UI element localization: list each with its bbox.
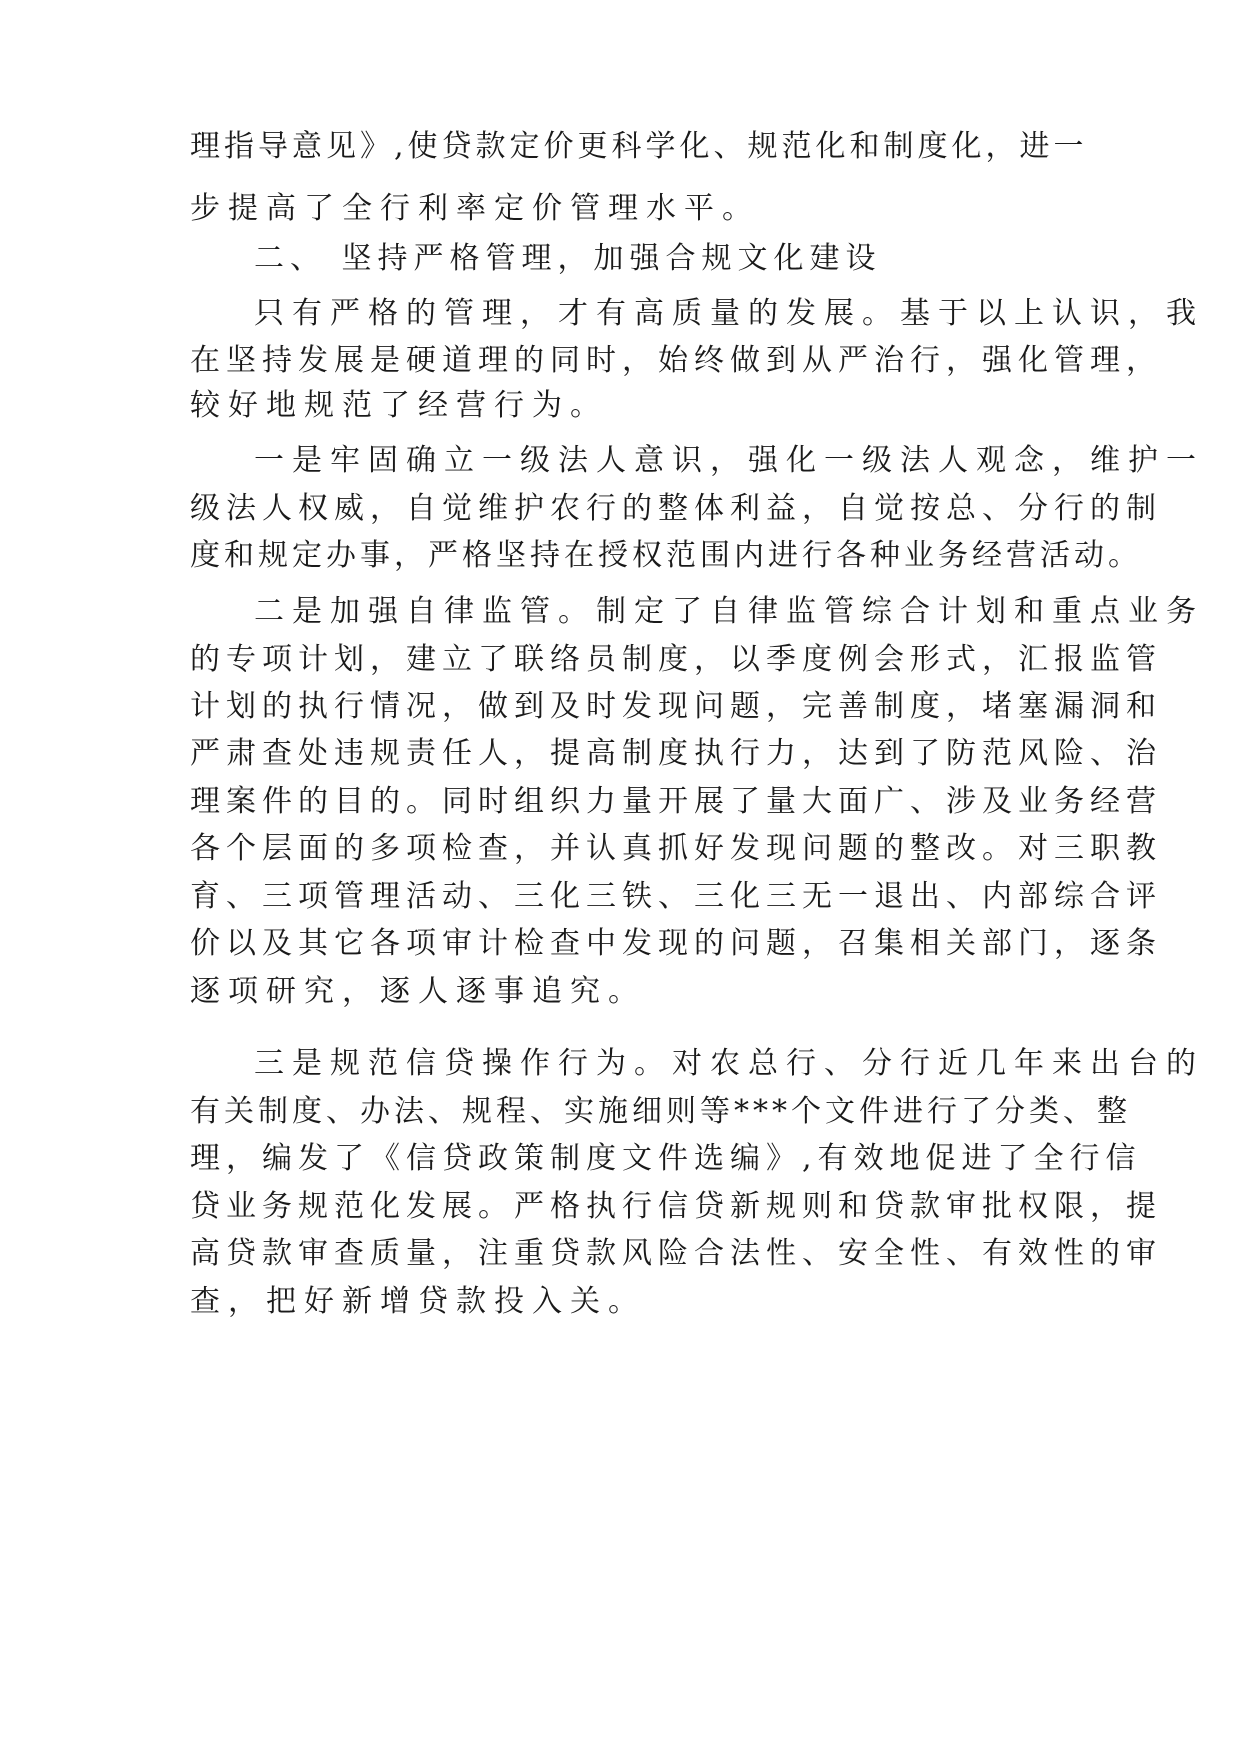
paragraph-line: 只有严格的管理，才有高质量的发展。基于以上认识，我	[254, 296, 1204, 331]
paragraph-line: 高贷款审查质量，注重贷款风险合法性、安全性、有效性的审	[190, 1236, 1162, 1271]
paragraph-line: 逐项研究，逐人逐事追究。	[190, 974, 646, 1009]
paragraph-line: 级法人权威，自觉维护农行的整体利益，自觉按总、分行的制	[190, 491, 1162, 526]
paragraph-line: 的专项计划，建立了联络员制度，以季度例会形式，汇报监管	[190, 642, 1162, 677]
paragraph-line: 理案件的目的。同时组织力量开展了量大面广、涉及业务经营	[190, 784, 1162, 819]
paragraph-line: 二是加强自律监管。制定了自律监管综合计划和重点业务	[254, 594, 1204, 629]
paragraph-line: 育、三项管理活动、三化三铁、三化三无一退出、内部综合评	[190, 879, 1162, 914]
paragraph-line: 价以及其它各项审计检查中发现的问题，召集相关部门，逐条	[190, 926, 1162, 961]
paragraph-line: 在坚持发展是硬道理的同时，始终做到从严治行，强化管理，	[190, 343, 1162, 378]
paragraph-line: 理，编发了《信贷政策制度文件选编》,有效地促进了全行信	[190, 1141, 1142, 1176]
paragraph-line: 步提高了全行利率定价管理水平。	[190, 191, 760, 226]
paragraph-line: 严肃查处违规责任人，提高制度执行力，达到了防范风险、治	[190, 736, 1162, 771]
section-heading: 二、 坚持严格管理，加强合规文化建设	[254, 241, 882, 276]
paragraph-line: 查，把好新增贷款投入关。	[190, 1284, 646, 1319]
paragraph-line: 计划的执行情况，做到及时发现问题，完善制度，堵塞漏洞和	[190, 689, 1162, 724]
paragraph-line: 理指导意见》,使贷款定价更科学化、规范化和制度化，进一	[190, 129, 1088, 164]
paragraph-line: 三是规范信贷操作行为。对农总行、分行近几年来出台的	[254, 1046, 1204, 1081]
paragraph-line: 度和规定办事，严格坚持在授权范围内进行各种业务经营活动。	[190, 538, 1142, 573]
paragraph-line: 有关制度、办法、规程、实施细则等***个文件进行了分类、整	[190, 1094, 1131, 1129]
paragraph-line: 各个层面的多项检查，并认真抓好发现问题的整改。对三职教	[190, 831, 1162, 866]
paragraph-line: 贷业务规范化发展。严格执行信贷新规则和贷款审批权限，提	[190, 1189, 1162, 1224]
paragraph-line: 较好地规范了经营行为。	[190, 388, 608, 423]
paragraph-line: 一是牢固确立一级法人意识，强化一级法人观念，维护一	[254, 443, 1204, 478]
